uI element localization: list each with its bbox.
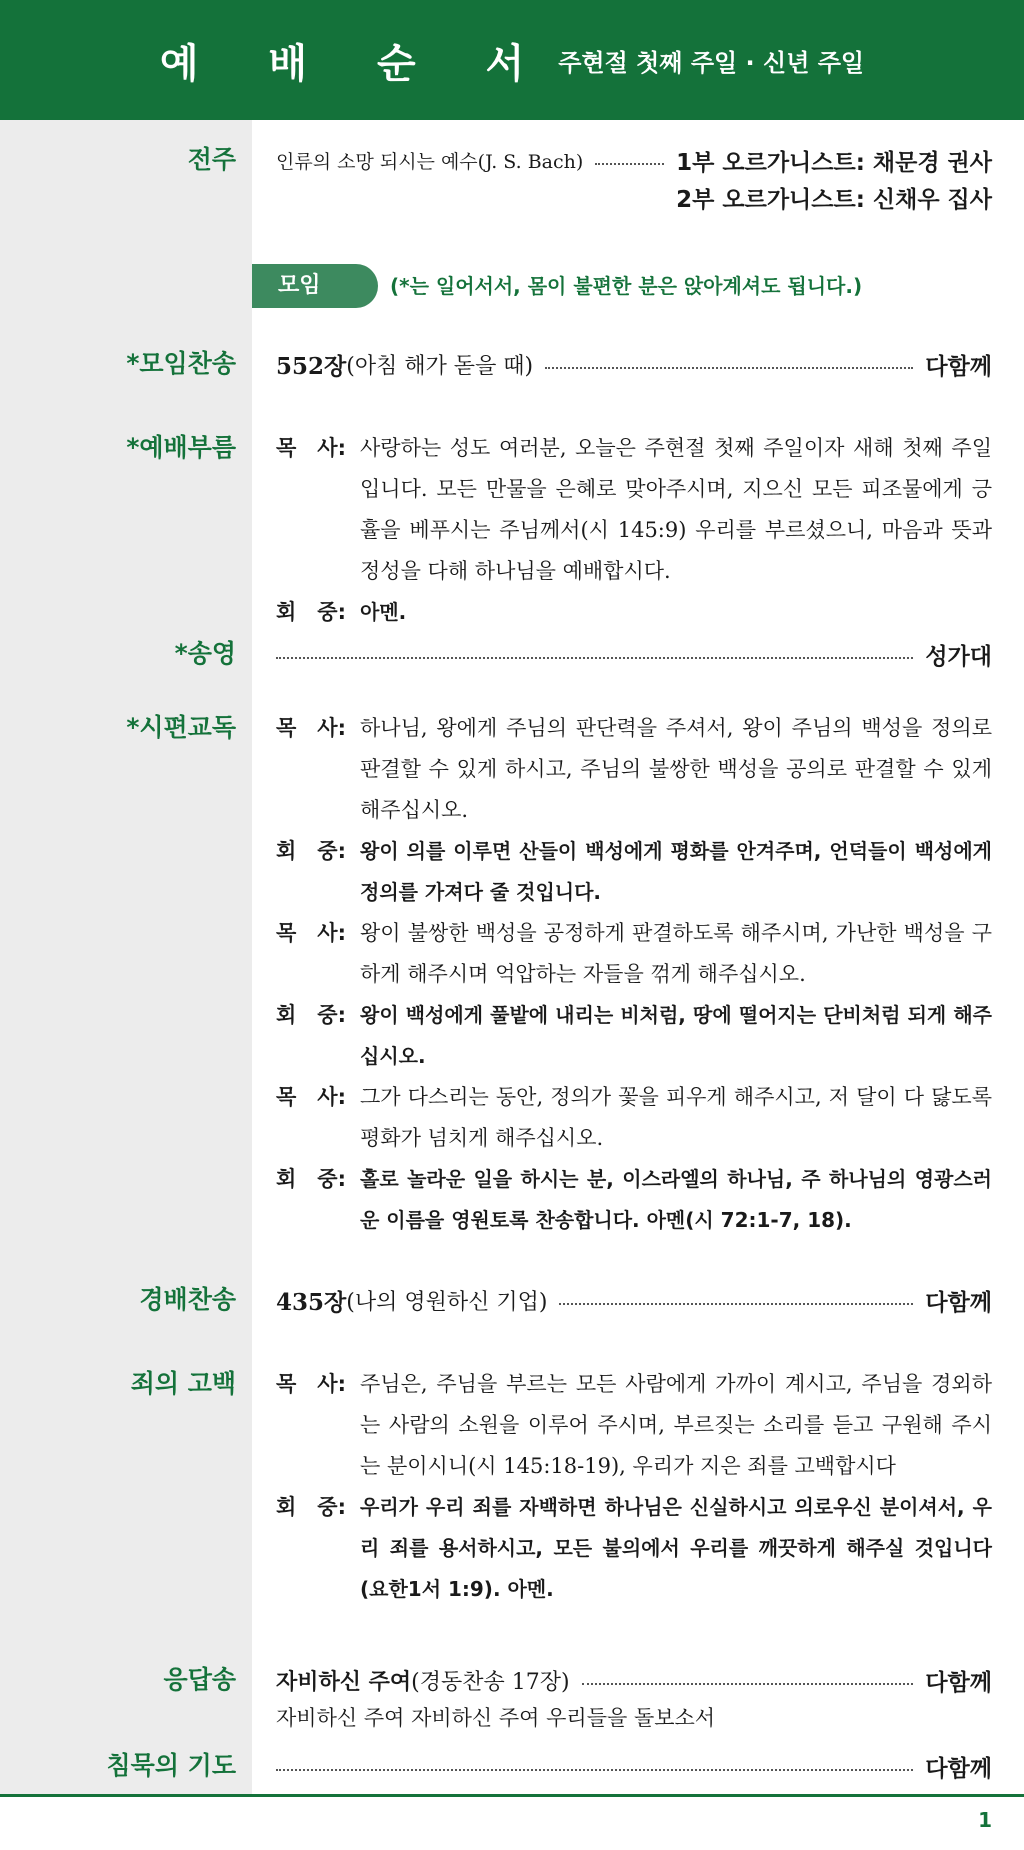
- response-lyrics: 자비하신 주여 자비하신 주여 우리들을 돌보소서: [276, 1706, 716, 1730]
- hymn-number: 435장: [276, 1288, 347, 1316]
- confession-dialogue: [276, 1364, 992, 1610]
- dialogue-text: 홀로 놀라운 일을 하시는 분, 이스라엘의 하나님, 주 하나님의 영광스러운 이름을 영원토록 찬송합니다. 아멘(시 72:1-7, 18).: [360, 1167, 992, 1232]
- performer: 다함께: [925, 353, 992, 380]
- anthem-label: *송영: [174, 639, 236, 668]
- page-title: 예 배 순 서: [159, 40, 553, 87]
- dialogue-text: 왕이 백성에게 풀밭에 내리는 비처럼, 땅에 떨어지는 단비처럼 되게 해주십시오.: [360, 1003, 992, 1068]
- dialogue-row: [276, 1364, 992, 1487]
- dialogue-text: 사랑하는 성도 여러분, 오늘은 주현절 첫째 주일이자 새해 첫째 주일입니다. 모든 만물을 은혜로 맞아주시며, 지으신 모든 피조물에게 긍휼을 베푸시는 주님께서(시 145:9) 우리를 부르셨으니, 마음과 뜻과 정성을 다해 하나님을 예배합시다.: [360, 436, 992, 583]
- dialogue-text: 그가 다스리는 동안, 정의가 꽃을 피우게 해주시고, 저 달이 다 닳도록 평화가 넘치게 해주십시오.: [360, 1085, 992, 1150]
- silent-prayer-line: [276, 1744, 992, 1788]
- speaker: 목 사:: [276, 436, 346, 460]
- dialogue-row: [276, 1077, 992, 1159]
- dialogue-row: [276, 428, 992, 592]
- organist-1: 1부 오르가니스트: 채문경 권사: [676, 149, 992, 176]
- speaker: 회 중:: [276, 1003, 346, 1027]
- dialogue-row: [276, 1487, 992, 1610]
- page-header: [0, 0, 1024, 120]
- dialogue-text: 왕이 불쌍한 백성을 공정하게 판결하도록 해주시며, 가난한 백성을 구하게 해주시며 억압하는 자들을 꺾게 해주십시오.: [360, 921, 992, 986]
- speaker: 회 중:: [276, 1167, 346, 1191]
- call-to-worship-dialogue: [276, 428, 992, 633]
- response-line: [276, 1658, 992, 1702]
- psalm-label: *시편교독: [126, 713, 236, 742]
- confession-label: 죄의 고백: [130, 1369, 236, 1398]
- silent-prayer-label: 침묵의 기도: [106, 1751, 236, 1780]
- prelude-piece: 인류의 소망 되시는 예수(J. S. Bach): [276, 150, 584, 173]
- speaker: 회 중:: [276, 1495, 346, 1519]
- dialogue-text: 아멘.: [360, 600, 407, 624]
- performer: 성가대: [925, 643, 992, 670]
- hymn-number: 552장: [276, 352, 347, 380]
- response-label: 응답송: [163, 1665, 236, 1694]
- dialogue-row: [276, 1159, 992, 1241]
- opening-hymn-label: *모임찬송: [126, 349, 236, 378]
- organist-2: 2부 오르가니스트: 신채우 집사: [676, 187, 992, 213]
- speaker: 회 중:: [276, 839, 346, 863]
- dialogue-row: [276, 592, 992, 633]
- psalm-dialogue: [276, 708, 992, 1241]
- dialogue-text: 왕이 의를 이루면 산들이 백성에게 평화를 안겨주며, 언덕들이 백성에게 정의를 가져다 줄 것입니다.: [360, 839, 992, 904]
- anthem-line: [276, 632, 992, 676]
- dot-leader: [276, 657, 913, 659]
- speaker: 목 사:: [276, 1372, 346, 1396]
- hymn-title: (나의 영원하신 기업): [346, 1289, 548, 1315]
- prelude-line: [276, 138, 992, 182]
- worship-hymn-line: [276, 1278, 992, 1322]
- dialogue-text: 하나님, 왕에게 주님의 판단력을 주셔서, 왕이 주님의 백성을 정의로 판결할 수 있게 하시고, 주님의 불쌍한 백성을 공의로 판결할 수 있게 해주십시오.: [360, 716, 992, 822]
- footer-rule: [0, 1794, 1024, 1797]
- dot-leader: [582, 1683, 914, 1685]
- dialogue-row: [276, 995, 992, 1077]
- dot-leader: [595, 163, 664, 165]
- speaker: 목 사:: [276, 716, 346, 740]
- performer: 다함께: [925, 1289, 992, 1316]
- dialogue-text: 주님은, 주님을 부르는 모든 사람에게 가까이 계시고, 주님을 경외하는 사람의 소원을 이루어 주시며, 부르짖는 소리를 듣고 구원해 주시는 분이시니(시 145:18-19), 우리가 지은 죄를 고백합시다: [360, 1372, 992, 1478]
- dialogue-text: 우리가 우리 죄를 자백하면 하나님은 신실하시고 의로우신 분이셔서, 우리 죄를 용서하시고, 모든 불의에서 우리를 깨끗하게 해주실 것입니다(요한1서 1:9). 아멘.: [360, 1495, 992, 1601]
- prelude-label: 전주: [187, 145, 236, 174]
- call-to-worship-label: *예배부름: [126, 433, 236, 462]
- hymn-title: (아침 해가 돋을 때): [346, 353, 534, 379]
- performer: 다함께: [925, 1755, 992, 1782]
- section-badge-gathering: 모임: [252, 264, 378, 308]
- opening-hymn-line: [276, 342, 992, 386]
- dot-leader: [545, 367, 913, 369]
- dialogue-row: [276, 913, 992, 995]
- performer: 다함께: [925, 1669, 992, 1696]
- response-title: 자비하신 주여: [276, 1669, 412, 1695]
- dot-leader: [276, 1769, 913, 1771]
- page-subtitle: 주현절 첫째 주일 · 신년 주일: [558, 48, 865, 77]
- speaker: 목 사:: [276, 1085, 346, 1109]
- response-source: (경동찬송 17장): [411, 1669, 570, 1695]
- standing-note: (*는 일어서서, 몸이 불편한 분은 앉아계셔도 됩니다.): [390, 274, 863, 298]
- dialogue-row: [276, 831, 992, 913]
- dialogue-row: [276, 708, 992, 831]
- speaker: 회 중:: [276, 600, 346, 624]
- dot-leader: [559, 1303, 913, 1305]
- worship-hymn-label: 경배찬송: [139, 1285, 236, 1314]
- page-number: 1: [978, 1808, 992, 1832]
- speaker: 목 사:: [276, 921, 346, 945]
